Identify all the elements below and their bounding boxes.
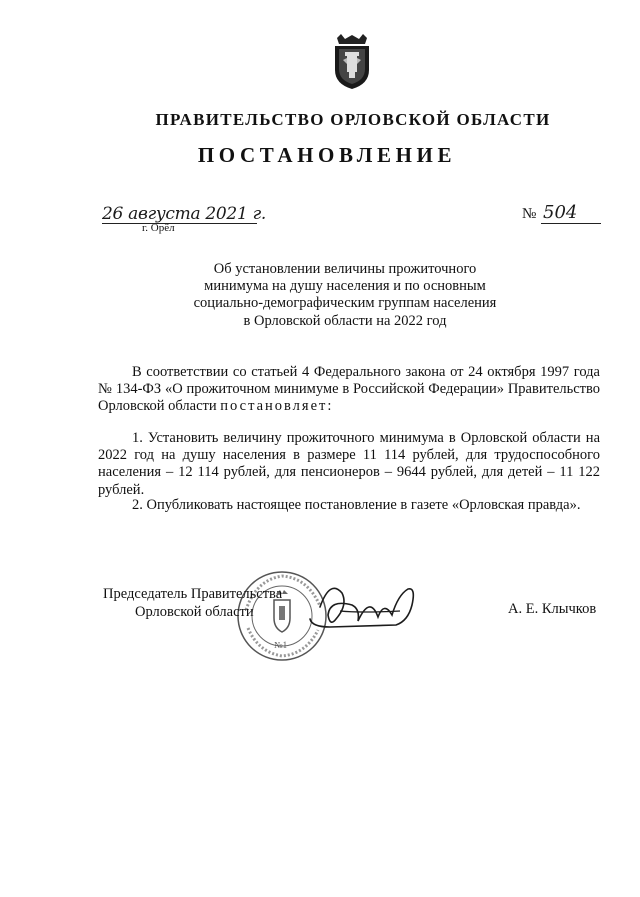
resolves-word: постановляет: <box>220 398 334 415</box>
preamble-text: В соответствии со статьей 4 Федерального закона от 24 октября 1997 года № 134-ФЗ «О прожиточном минимуме в Российской Федерации» Правительство Орловской области <box>98 364 600 415</box>
document-subject <box>160 261 530 330</box>
signatory-name: А. Е. Клычков <box>508 601 597 617</box>
handwritten-signature <box>300 575 430 635</box>
svg-text:№1: №1 <box>274 640 288 650</box>
organization-name: ПРАВИТЕЛЬСТВО ОРЛОВСКОЙ ОБЛАСТИ <box>155 110 551 129</box>
date-underline <box>102 223 257 224</box>
number-underline <box>541 223 601 224</box>
signatory-title-line-1: Председатель Правительства <box>103 586 283 602</box>
preamble-paragraph <box>98 364 600 416</box>
document-number: 504 <box>543 202 578 223</box>
subject-line: в Орловской области на 2022 год <box>243 312 447 329</box>
document-city: г. Орёл <box>142 222 175 234</box>
document-type: ПОСТАНОВЛЕНИЕ <box>197 143 457 167</box>
number-sign: № <box>522 206 537 222</box>
subject-line: минимума на душу населения и по основным <box>204 278 486 295</box>
signatory-title-line-2: Орловской области <box>135 604 254 620</box>
coat-of-arms-icon <box>329 34 375 90</box>
item-2-paragraph: 2. Опубликовать настоящее постановление в газете «Орловская правда». <box>132 497 581 513</box>
subject-line: социально-демографическим группам населения <box>193 295 497 312</box>
item-1-paragraph: 1. Установить величину прожиточного минимума в Орловской области на 2022 год на душу населения в размере 11 114 рублей, для трудоспособного населения – 12 114 рублей, для пенсионеров – 9644 рублей, для детей – 11 122 рублей. <box>98 430 600 498</box>
subject-line: Об установлении величины прожиточного <box>213 261 477 277</box>
document-date: 26 августа 2021 г. <box>102 204 266 224</box>
